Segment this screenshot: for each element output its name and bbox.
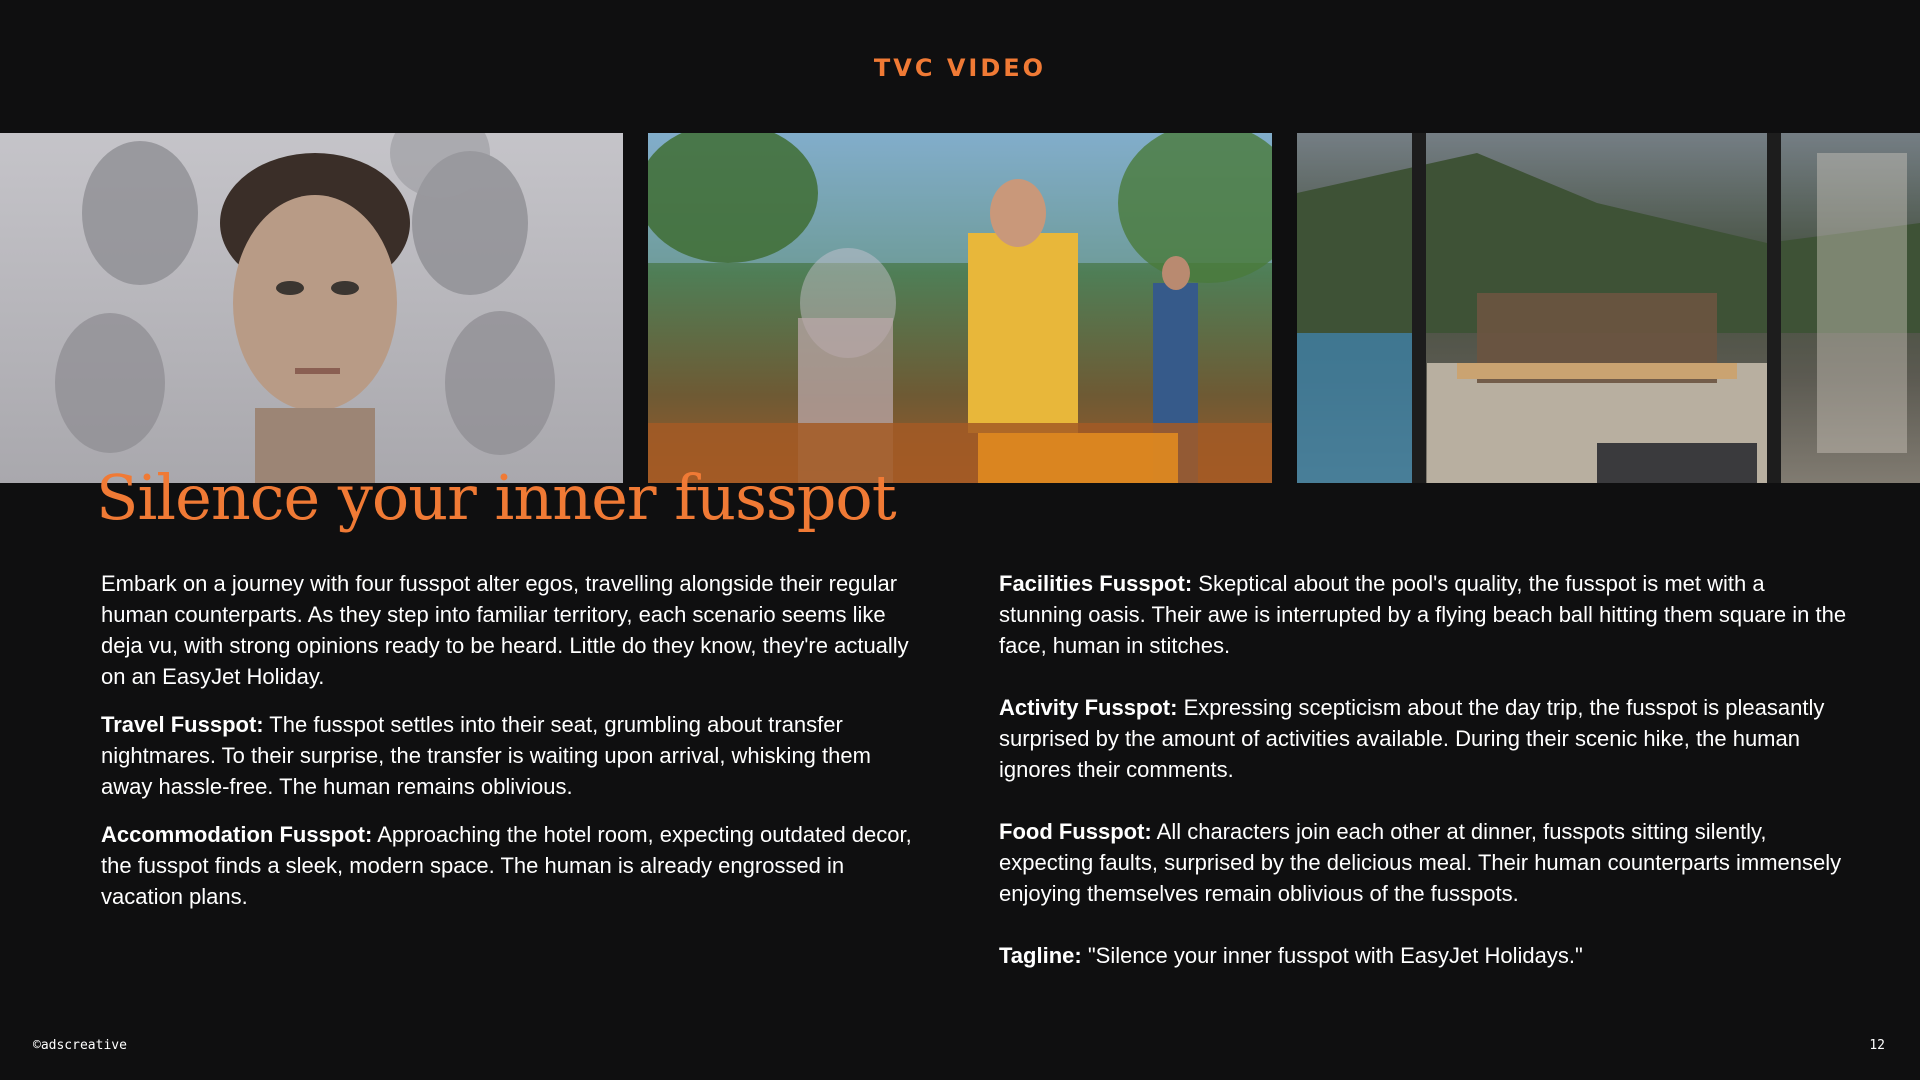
travel-fusspot-paragraph: [101, 709, 921, 802]
paragraph-label: Activity Fusspot:: [999, 695, 1178, 720]
paragraph-text: Skeptical about the pool's quality, the fusspot is met with a stunning oasis. Their awe is interrupted by a flying beach ball hitting them square in the face, human in stitches.: [999, 571, 1847, 658]
paragraph-label: Accommodation Fusspot:: [101, 822, 373, 847]
tagline-paragraph: [999, 940, 1849, 971]
headline: Silence your inner fusspot: [96, 461, 896, 534]
accommodation-fusspot-paragraph: [101, 819, 921, 912]
footer-handle: ©adscreative: [33, 1038, 127, 1053]
paragraph-text: Expressing scepticism about the day trip, the fusspot is pleasantly surprised by the amount of activities available. During their scenic hike, the human ignores their comments.: [999, 695, 1825, 782]
intro-paragraph: Embark on a journey with four fusspot alter egos, travelling alongside their regular human counterparts. As they step into familiar territory, each scenario seems like deja vu, with strong opinions ready to be heard. Little do they know, they're actually on an EasyJet Holiday.: [101, 571, 909, 689]
paragraph-text: "Silence your inner fusspot with EasyJet Holidays.": [1081, 943, 1583, 968]
woman-faces-image: [0, 133, 623, 483]
left-column: [101, 568, 921, 929]
dinner-terrace-image: [1297, 133, 1920, 483]
paragraph-text: All characters join each other at dinner, fusspots sitting silently, expecting faults, surprised by the delicious meal. Their human counterparts immensely enjoying themselves remain oblivious of the fusspots.: [999, 819, 1842, 906]
paragraph-label: Facilities Fusspot:: [999, 571, 1193, 596]
buffet-scene-image: [648, 133, 1272, 483]
paragraph-label: Travel Fusspot:: [101, 712, 264, 737]
page-number: 12: [1869, 1038, 1885, 1053]
right-column: [999, 568, 1849, 1002]
food-fusspot-paragraph: [999, 816, 1849, 909]
paragraph-text: Approaching the hotel room, expecting outdated decor, the fusspot finds a sleek, modern space. The human is already engrossed in vacation plans.: [101, 822, 912, 909]
image-strip: [0, 133, 1920, 483]
activity-fusspot-paragraph: [999, 692, 1849, 785]
paragraph-label: Food Fusspot:: [999, 819, 1152, 844]
paragraph-text: The fusspot settles into their seat, grumbling about transfer nightmares. To their surprise, the transfer is waiting upon arrival, whisking them away hassle-free. The human remains oblivious.: [101, 712, 871, 799]
section-title: TVC VIDEO: [873, 54, 1047, 82]
paragraph-label: Tagline:: [999, 943, 1082, 968]
facilities-fusspot-paragraph: [999, 568, 1849, 661]
